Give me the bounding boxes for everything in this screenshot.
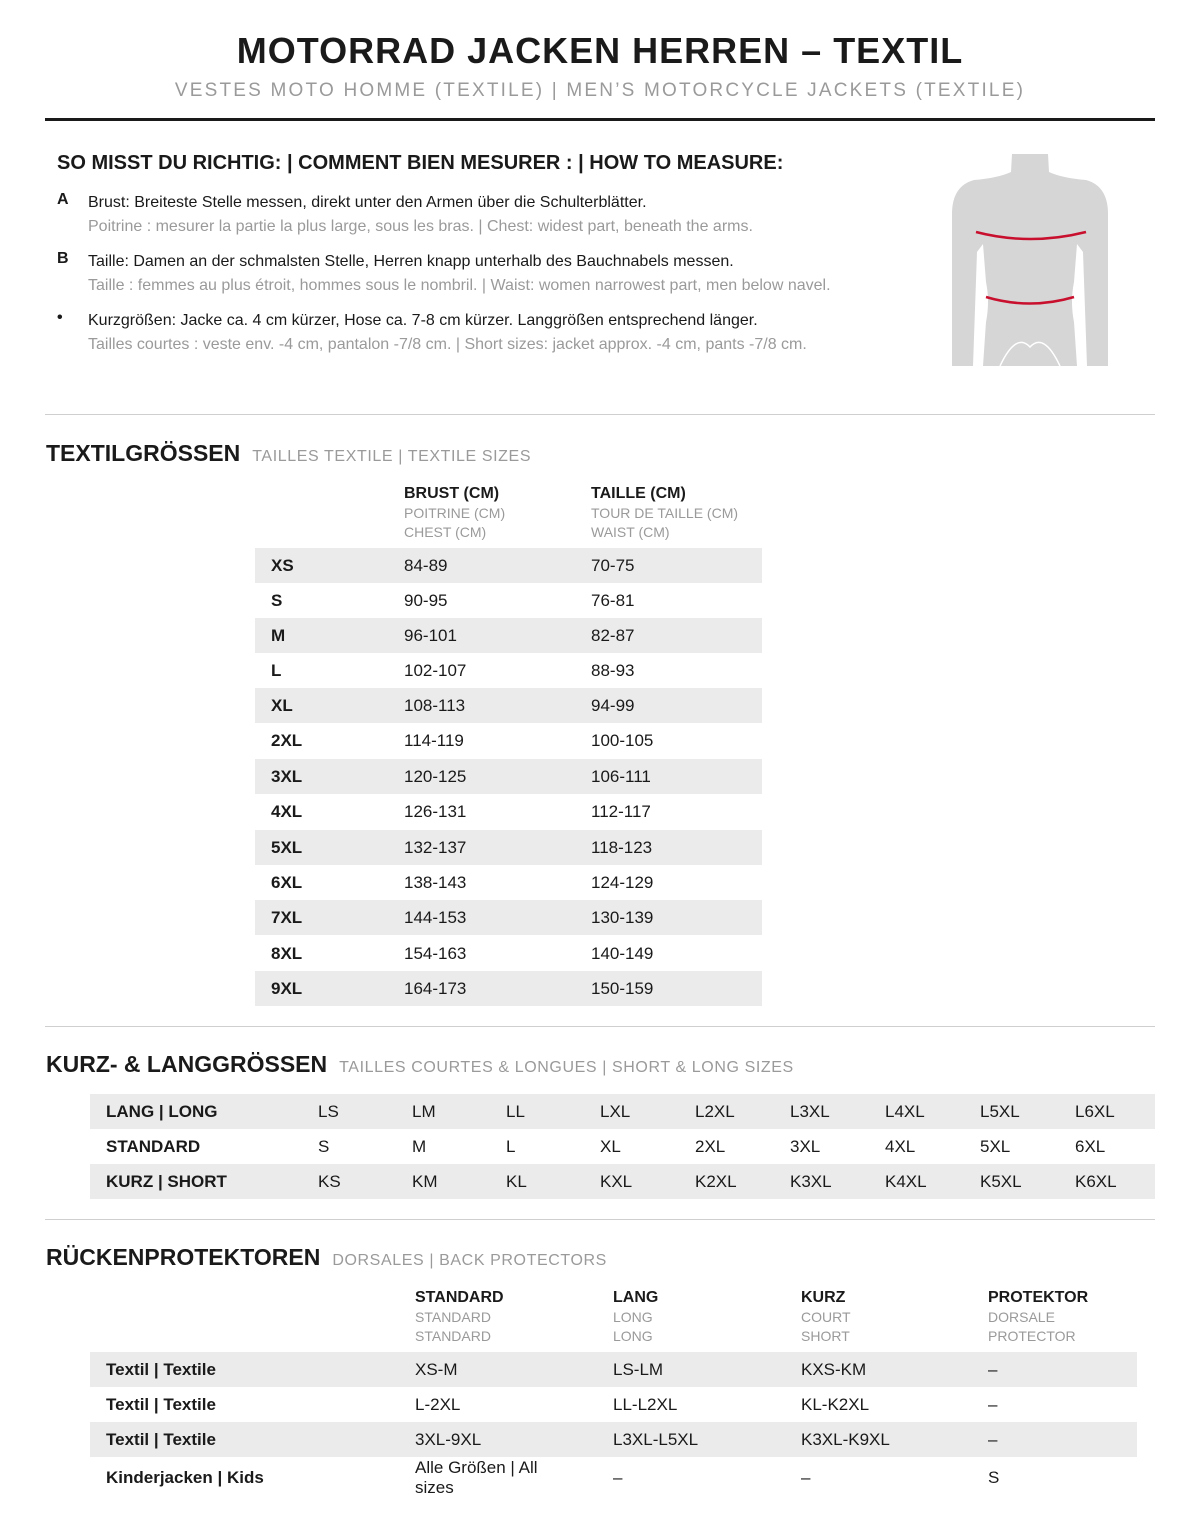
table-row: 8XL 154-163 140-149 xyxy=(271,944,654,963)
header-divider xyxy=(45,118,1155,121)
back-protectors-heading xyxy=(46,1244,607,1271)
table-row: 4XL 126-131 112-117 xyxy=(271,802,651,821)
measure-key: A xyxy=(57,191,69,208)
table-row: XL 108-113 94-99 xyxy=(255,688,762,723)
section-subtitle: TAILLES COURTES & LONGUES | SHORT & LONG SIZES xyxy=(339,1059,794,1076)
measure-key: B xyxy=(57,250,69,267)
section-title: KURZ- & LANGGRÖSSEN xyxy=(46,1051,328,1077)
page-title: MOTORRAD JACKEN HERREN – TEXTIL xyxy=(236,30,964,71)
table-row: Textil | Textile L-2XL LL-L2XL KL-K2XL – xyxy=(106,1395,998,1414)
table-row: 3XL 120-125 106-111 xyxy=(255,759,762,794)
table-row: Textil | Textile XS-M LS-LM KXS-KM – xyxy=(90,1352,1137,1387)
table-row: Textil | Textile 3XL-9XL L3XL-L5XL K3XL-K9XL – xyxy=(90,1422,1137,1457)
short-long-sizes-heading xyxy=(46,1051,794,1078)
table-row: S 90-95 76-81 xyxy=(271,591,635,610)
table-row: M 96-101 82-87 xyxy=(255,618,762,653)
section-title: TEXTILGRÖSSEN xyxy=(46,440,241,466)
table-row: LANG | LONG LS LM LL LXL L2XL L3XL L4XL L5XL L6XL xyxy=(90,1094,1155,1129)
table-row: 6XL 138-143 124-129 xyxy=(271,873,654,892)
measure-text: Kurzgrößen: Jacke ca. 4 cm kürzer, Hose ca. 7-8 cm kürzer. Langgrößen entsprechend länger. xyxy=(88,312,758,329)
measure-translation: Poitrine : mesurer la partie la plus large, sous les bras. | Chest: widest part, beneath the arms. xyxy=(88,218,753,235)
table-row: STANDARD S M L XL 2XL 3XL 4XL 5XL 6XL xyxy=(106,1137,1106,1156)
column-header-long: LANG LONG LONG xyxy=(613,1289,659,1344)
section-divider xyxy=(45,414,1155,415)
table-row: 9XL 164-173 150-159 xyxy=(255,971,762,1006)
table-row: 5XL 132-137 118-123 xyxy=(255,830,762,865)
page-subtitle: VESTES MOTO HOMME (TEXTILE) | MEN’S MOTORCYCLE JACKETS (TEXTILE) xyxy=(174,80,1026,101)
column-header-short: KURZ COURT SHORT xyxy=(801,1289,851,1344)
measure-item-waist xyxy=(57,250,887,298)
section-subtitle: DORSALES | BACK PROTECTORS xyxy=(332,1252,607,1269)
textile-sizes-heading xyxy=(46,440,531,467)
bullet-icon: • xyxy=(57,309,63,326)
table-row: 7XL 144-153 130-139 xyxy=(255,900,762,935)
table-row: L 102-107 88-93 xyxy=(271,661,635,680)
column-header-standard: STANDARD STANDARD STANDARD xyxy=(415,1289,504,1344)
column-header-waist: TAILLE (CM) TOUR DE TAILLE (CM) WAIST (CM) xyxy=(591,485,739,540)
table-row: KURZ | SHORT KS KM KL KXL K2XL K3XL K4XL K5XL K6XL xyxy=(90,1164,1155,1199)
measure-translation: Tailles courtes : veste env. -4 cm, pantalon -7/8 cm. | Short sizes: jacket approx. -4 cm, pants -7/8 cm. xyxy=(88,336,807,353)
measure-item-short-long xyxy=(57,309,887,357)
how-to-measure-section xyxy=(57,152,887,368)
section-title: RÜCKENPROTEKTOREN xyxy=(46,1244,321,1270)
table-row: 2XL 114-119 100-105 xyxy=(271,731,654,750)
table-row: Kinderjacken | Kids Alle Größen | All sizes – – S xyxy=(106,1458,1000,1497)
how-to-measure-title: SO MISST DU RICHTIG: | COMMENT BIEN MESURER : | HOW TO MEASURE: xyxy=(57,152,784,174)
table-row: XS 84-89 70-75 xyxy=(255,548,762,583)
section-divider xyxy=(45,1026,1155,1027)
section-subtitle: TAILLES TEXTILE | TEXTILE SIZES xyxy=(252,448,532,465)
torso-silhouette xyxy=(952,154,1108,366)
section-divider xyxy=(45,1219,1155,1220)
measure-text: Brust: Breiteste Stelle messen, direkt unter den Armen über die Schulterblätter. xyxy=(88,194,647,211)
column-header-chest: BRUST (CM) POITRINE (CM) CHEST (CM) xyxy=(404,485,506,540)
measure-translation: Taille : femmes au plus étroit, hommes sous le nombril. | Waist: women narrowest part, men below navel. xyxy=(88,277,831,294)
measure-item-chest xyxy=(57,191,887,239)
page-header xyxy=(0,30,1200,102)
torso-measurement-icon xyxy=(950,152,1112,370)
column-header-protector: PROTEKTOR DORSALE PROTECTOR xyxy=(988,1289,1089,1344)
measure-text: Taille: Damen an der schmalsten Stelle, Herren knapp unterhalb des Bauchnabels messen. xyxy=(88,253,734,270)
